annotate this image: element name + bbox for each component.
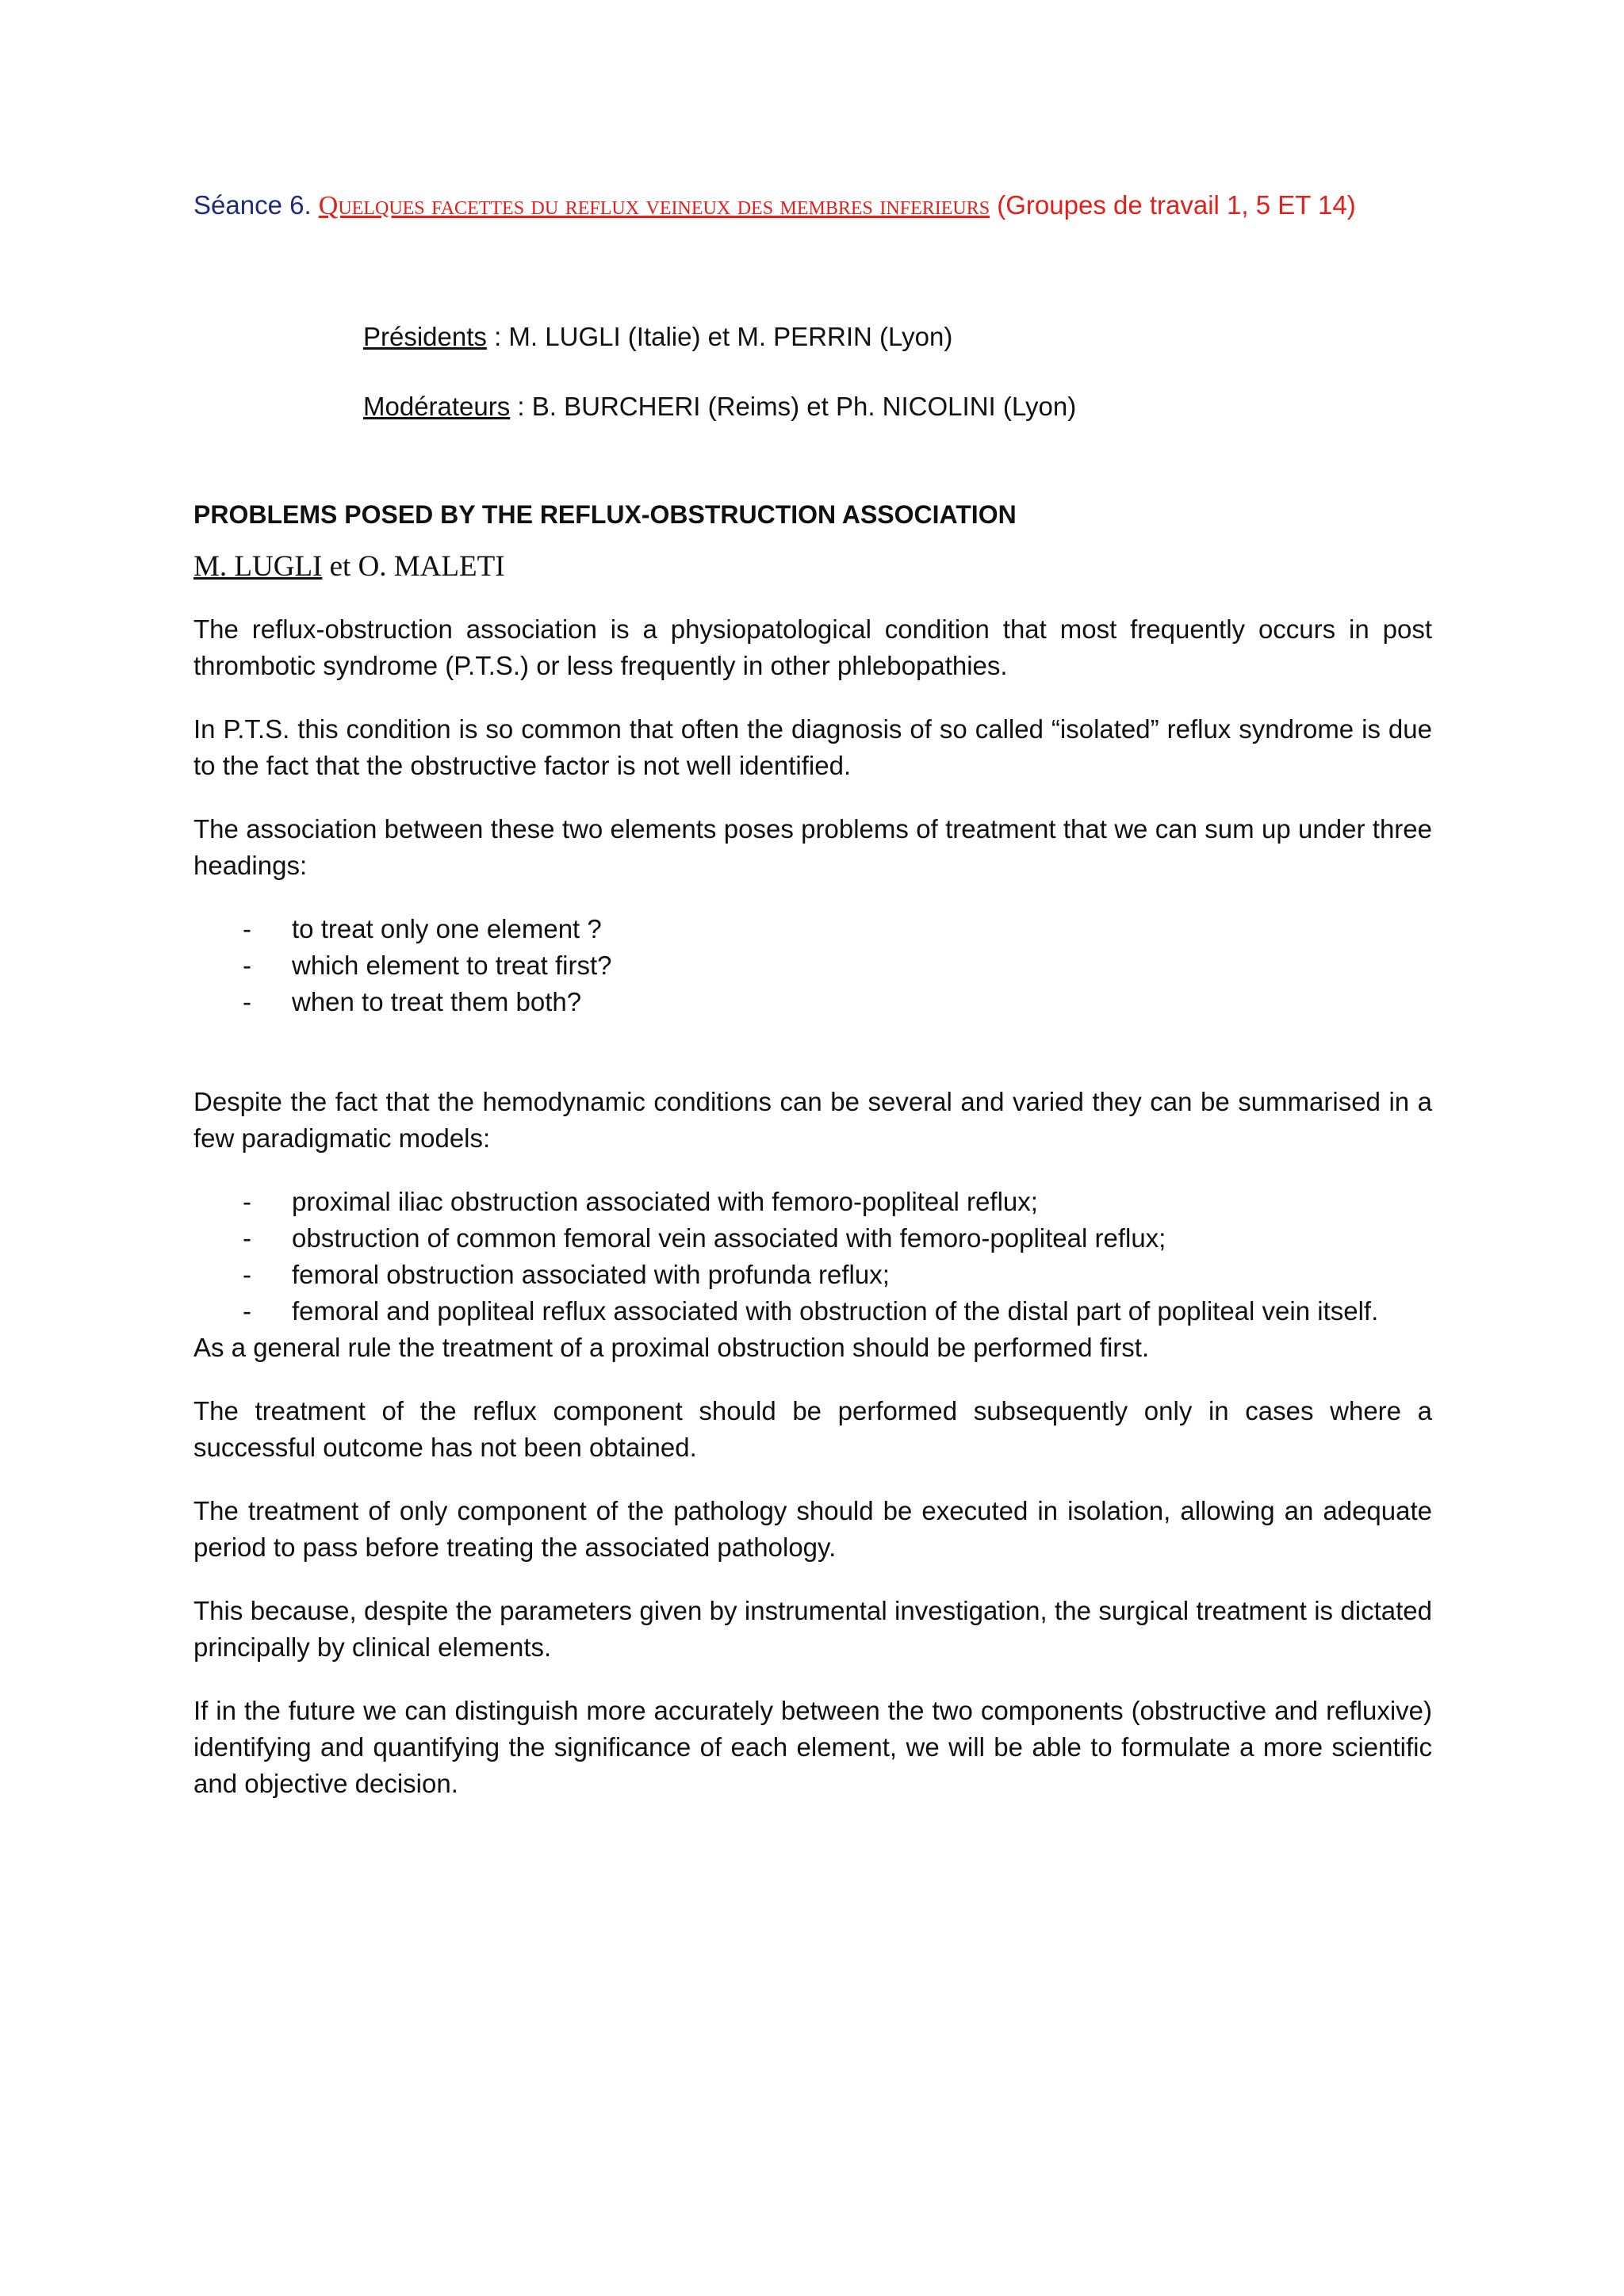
list-dash: - xyxy=(243,951,251,980)
list-dash: - xyxy=(243,1260,251,1289)
chairs-block xyxy=(363,321,1432,423)
presidents-line xyxy=(363,321,1432,353)
list-dash: - xyxy=(243,1296,251,1326)
paragraph-6: The treatment of the reflux component should be performed subsequently only in cases where a successful outcome has not been obtained. xyxy=(193,1396,1432,1462)
list-item: - obstruction of common femoral vein associated with femoro-popliteal reflux; xyxy=(193,1220,1432,1257)
models-list xyxy=(193,1184,1432,1330)
paragraph-8: This because, despite the parameters given by instrumental investigation, the surgical treatment is dictated principally by clinical elements. xyxy=(193,1596,1432,1662)
session-theme-title: Quelques facettes du reflux veineux des membres inferieurs xyxy=(318,191,990,220)
list-item: - femoral and popliteal reflux associated with obstruction of the distal part of popliteal vein itself. xyxy=(193,1293,1432,1330)
paragraph-9: If in the future we can distinguish more accurately between the two components (obstructive and refluxive) identifying and quantifying the significance of each element, we will be able to formulate a more scientific and objective decision. xyxy=(193,1696,1432,1798)
paragraph-4: Despite the fact that the hemodynamic conditions can be several and varied they can be summarised in a few paradigmatic models: xyxy=(193,1087,1432,1153)
presidents-names: : M. LUGLI (Italie) et M. PERRIN (Lyon) xyxy=(486,322,953,351)
paragraph-1: The reflux-obstruction association is a physiopatological condition that most frequently occurs in post thrombotic syndrome (P.T.S.) or less frequently in other phlebopathies. xyxy=(193,614,1432,680)
moderators-names: : B. BURCHERI (Reims) et Ph. NICOLINI (Lyon) xyxy=(510,392,1077,421)
authors-line xyxy=(193,549,1432,584)
list-item: - which element to treat first? xyxy=(193,947,1432,984)
paragraph-2: In P.T.S. this condition is so common that often the diagnosis of so called “isolated” reflux syndrome is due to the fact that the obstructive factor is not well identified. xyxy=(193,714,1432,780)
list-dash: - xyxy=(243,987,251,1016)
moderators-label: Modérateurs xyxy=(363,392,511,421)
list-dash: - xyxy=(243,914,251,943)
paragraph-5: As a general rule the treatment of a proximal obstruction should be performed first. xyxy=(193,1333,1150,1362)
session-title xyxy=(193,184,1432,228)
session-label: Séance 6. xyxy=(193,190,319,220)
presidents-label: Présidents xyxy=(363,322,487,351)
paragraph-3: The association between these two elements poses problems of treatment that we can sum up under three headings: xyxy=(193,814,1432,880)
treatment-questions-list xyxy=(193,911,1432,1020)
session-groups: (Groupes de travail 1, 5 ET 14) xyxy=(990,190,1356,220)
page-content xyxy=(193,184,1432,1802)
paragraph-7: The treatment of only component of the pathology should be executed in isolation, allowing an adequate period to pass before treating the associated pathology. xyxy=(193,1496,1432,1562)
author-secondary: et O. MALETI xyxy=(322,550,505,583)
list-item: - when to treat them both? xyxy=(193,984,1432,1020)
author-primary: M. LUGLI xyxy=(193,550,323,583)
article-title: PROBLEMS POSED BY THE REFLUX-OBSTRUCTION ASSOCIATION xyxy=(193,500,1017,529)
moderators-line xyxy=(363,391,1432,423)
list-item: - femoral obstruction associated with profunda reflux; xyxy=(193,1257,1432,1293)
list-item: - proximal iliac obstruction associated with femoro-popliteal reflux; xyxy=(193,1184,1432,1220)
list-item: - to treat only one element ? xyxy=(193,911,1432,947)
list-dash: - xyxy=(243,1187,251,1216)
list-dash: - xyxy=(243,1223,251,1253)
